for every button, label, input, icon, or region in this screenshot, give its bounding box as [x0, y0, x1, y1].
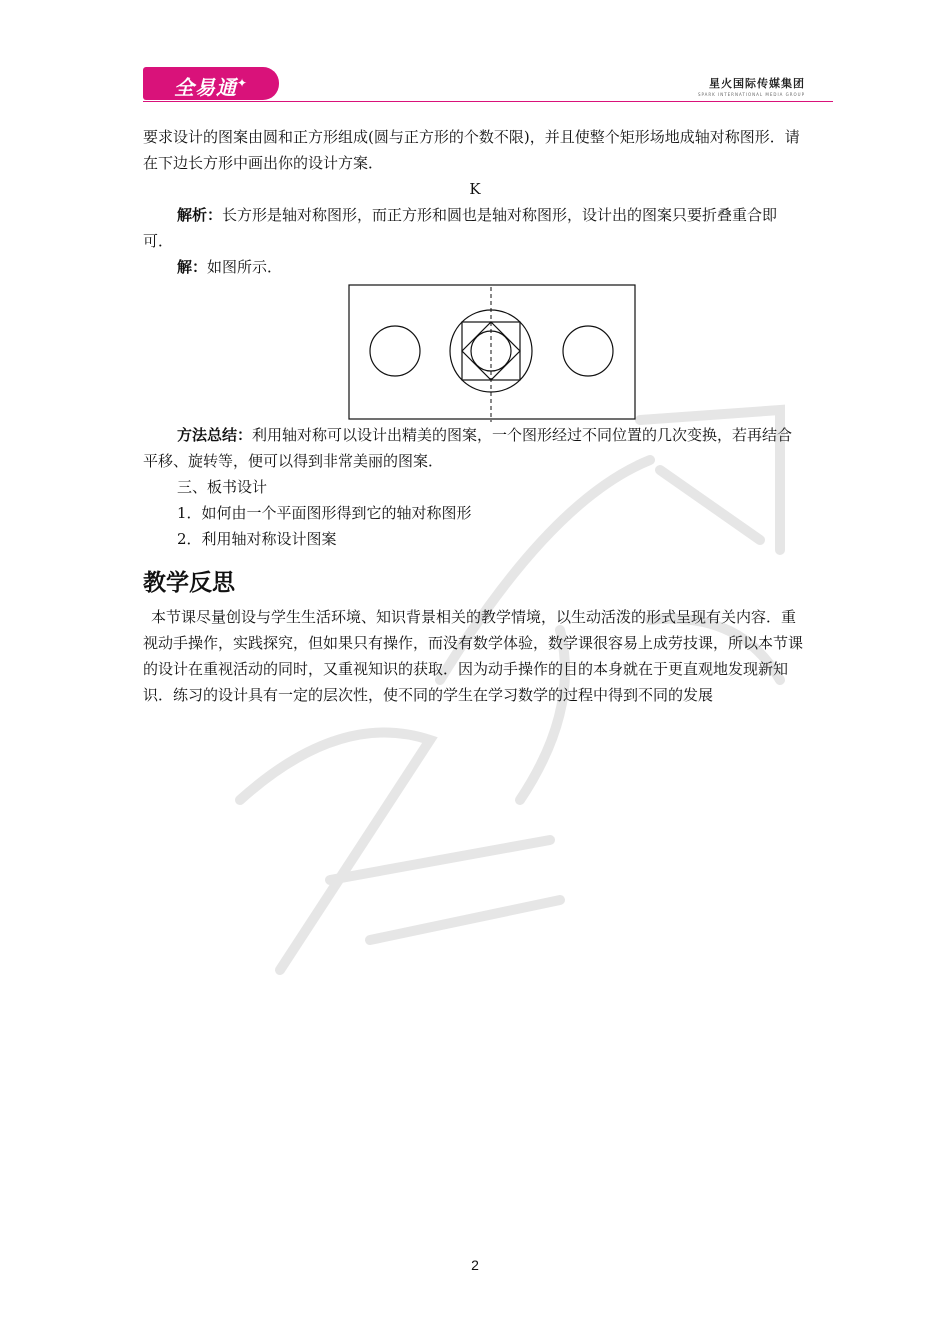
solution-paragraph [143, 254, 807, 280]
analysis-label: 解析： [177, 206, 223, 224]
logo-text: 全易通 [173, 75, 237, 100]
right-circle [563, 326, 613, 376]
sparkle-icon: ✦ [236, 76, 249, 90]
summary-label: 方法总结： [177, 426, 253, 444]
figure-container [143, 280, 807, 422]
summary-text: 利用轴对称可以设计出精美的图案，一个图形经过不同位置的几次变换，若再结合平移、旋转等，便可以得到非常美丽的图案． [143, 426, 793, 470]
reflection-heading: 教学反思 [143, 570, 235, 596]
problem-tag: K [469, 180, 481, 198]
analysis-text: 长方形是轴对称图形，而正方形和圆也是轴对称图形，设计出的图案只要折叠重合即可． [143, 206, 778, 250]
problem-text: 要求设计的图案由圆和正方形组成(圆与正方形的个数不限)，并且使整个矩形场地成轴对称图形．请在下边长方形中画出你的设计方案． [143, 128, 800, 172]
left-circle [370, 326, 420, 376]
reflection-text: 本节课尽量创设与学生生活环境、知识背景相关的教学情境，以生动活泼的形式呈现有关内容．重视动手操作，实践探究，但如果只有操作，而没有数学体验，数学课很容易上成劳技课，所以本节课的设计在重视活动的同时，又重视知识的获取．因为动手操作的目的本身就在于更直观地发现新知识．练习的设计具有一定的层次性，使不同的学生在学习数学的过程中得到不同的发展 [143, 608, 804, 704]
page-number: 2 [471, 1257, 479, 1273]
board-item: 1．如何由一个平面图形得到它的轴对称图形 [177, 504, 472, 522]
board-design-heading: 三、板书设计 [177, 478, 268, 496]
publisher-name-en: SPARK INTERNATIONAL MEDIA GROUP [697, 92, 805, 97]
publisher-name-cn: 星火国际传媒集团 [709, 77, 805, 90]
summary-paragraph [143, 422, 807, 474]
header-divider [143, 101, 833, 102]
brand-logo [143, 67, 279, 100]
publisher-brand [698, 75, 805, 97]
symmetric-design-figure [348, 284, 638, 422]
analysis-paragraph [143, 202, 807, 254]
solution-label: 解： [177, 258, 208, 276]
page-content [143, 124, 807, 708]
solution-text: 如图所示． [207, 258, 283, 276]
outer-rectangle [349, 285, 635, 419]
board-item: 2．利用轴对称设计图案 [177, 530, 337, 548]
